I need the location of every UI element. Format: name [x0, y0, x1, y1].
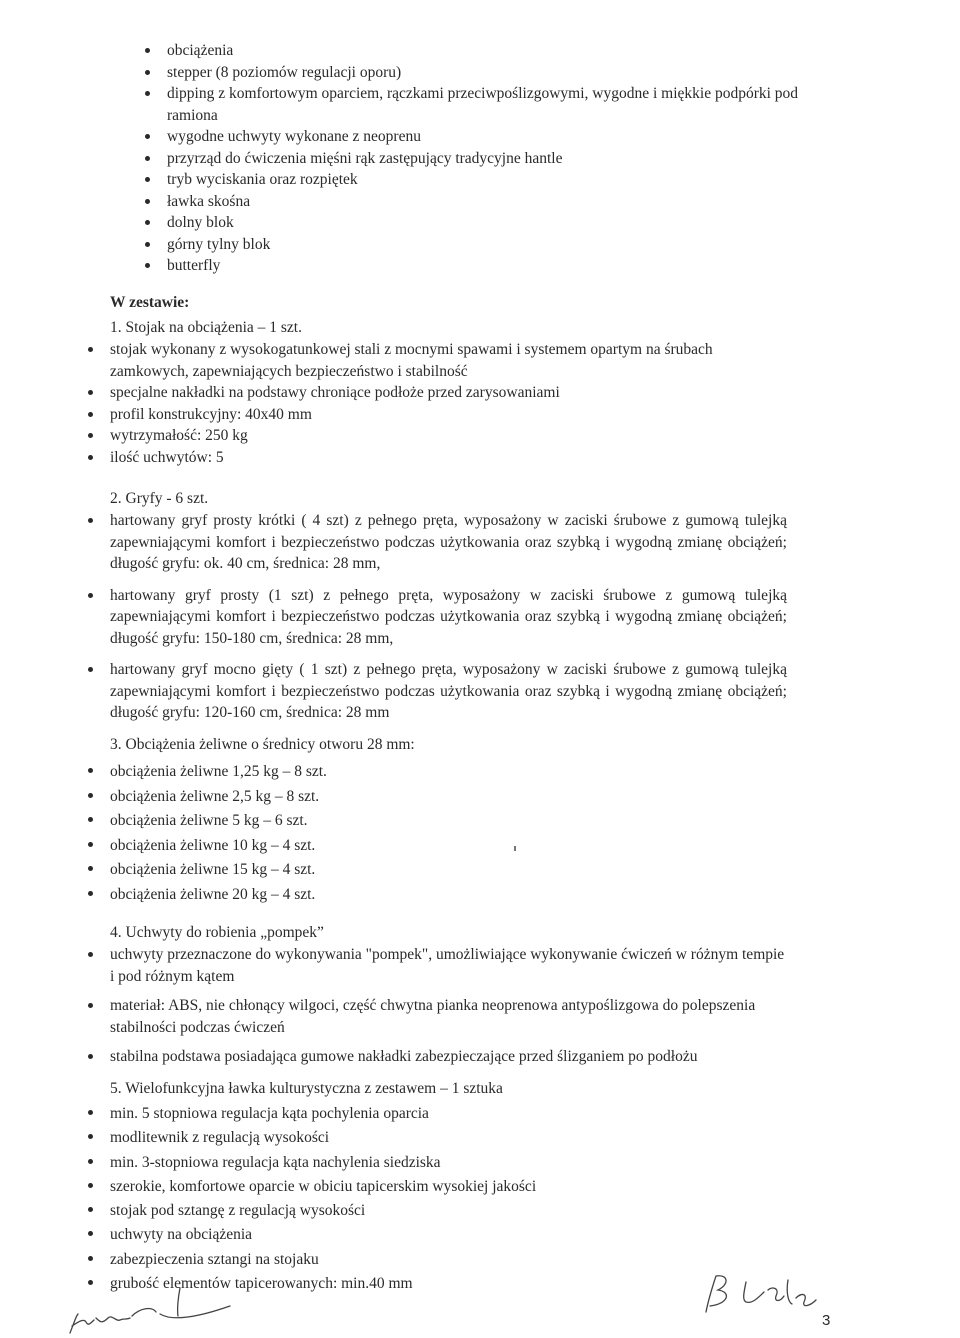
list-item: profil konstrukcyjny: 40x40 mm — [110, 404, 770, 426]
list-item: stojak pod sztangę z regulacją wysokości — [110, 1199, 710, 1223]
features-list — [167, 40, 867, 277]
list-item: uchwyty przeznaczone do wykonywania "pompek", umożliwiające wykonywanie ćwiczeń w różnym tempie i pod różnym kątem — [110, 944, 790, 987]
list-item: obciążenia żeliwne 1,25 kg – 8 szt. — [110, 760, 610, 785]
list-item: hartowany gryf mocno gięty ( 1 szt) z pełnego pręta, wyposażony w zaciski śrubowe z gumową tulejką zapewniającymi komfort i bezpieczeństwo podczas użytkowania oraz szybką i wygodną zmianę obciążeń; długość gryfu: 120-160 cm, średnica: 28 mm — [110, 659, 787, 724]
section-3 — [110, 734, 710, 907]
section-title: 1. Stojak na obciążenia – 1 szt. — [110, 319, 302, 336]
section-list — [110, 339, 770, 468]
list-item: przyrząd do ćwiczenia mięśni rąk zastępujący tradycyjne hantle — [167, 148, 867, 170]
list-item: górny tylny blok — [167, 234, 867, 256]
list-item: min. 5 stopniowa regulacja kąta pochylenia oparcia — [110, 1102, 710, 1126]
list-item: obciążenia żeliwne 5 kg – 6 szt. — [110, 809, 610, 834]
list-item: stojak wykonany z wysokogatunkowej stali z mocnymi spawami i systemem opartym na śrubach zamkowych, zapewniających bezpieczeństwo i stabilność — [110, 339, 770, 382]
set-heading: W zestawie: — [110, 294, 190, 311]
list-item: stepper (8 poziomów regulacji oporu) — [167, 62, 867, 84]
list-item: ławka skośna — [167, 191, 867, 213]
list-item: specjalne nakładki na podstawy chroniące podłoże przed zarysowaniami — [110, 382, 770, 404]
page-number: 3 — [822, 1312, 831, 1329]
section-title: 4. Uchwyty do robienia „pompek” — [110, 924, 324, 941]
section-list — [110, 760, 610, 907]
section-title: 3. Obciążenia żeliwne o średnicy otworu 28 mm: — [110, 736, 415, 753]
section-1 — [110, 317, 850, 468]
section-list — [110, 510, 787, 724]
list-item: butterfly — [167, 255, 867, 277]
section-list — [110, 944, 790, 1068]
list-item: hartowany gryf prosty (1 szt) z pełnego pręta, wyposażony w zaciski śrubowe z gumową tulejką zapewniającymi komfort i bezpieczeństwo podczas użytkowania oraz szybką i wygodną zmianę obciążeń; długość gryfu: 150-180 cm, średnica: 28 mm, — [110, 585, 787, 650]
list-item: obciążenia żeliwne 15 kg – 4 szt. — [110, 858, 610, 883]
signature-left — [60, 1278, 260, 1338]
list-item: min. 3-stopniowa regulacja kąta nachylenia siedziska — [110, 1151, 710, 1175]
list-item: wytrzymałość: 250 kg — [110, 425, 770, 447]
list-item: zabezpieczenia sztangi na stojaku — [110, 1248, 710, 1272]
list-item: stabilna podstawa posiadająca gumowe nakładki zabezpieczające przed ślizganiem po podłożu — [110, 1046, 790, 1068]
section-list — [110, 1102, 710, 1296]
section-title: 2. Gryfy - 6 szt. — [110, 490, 209, 507]
section-4 — [110, 922, 850, 1068]
section-2 — [110, 488, 852, 724]
list-item: wygodne uchwyty wykonane z neoprenu — [167, 126, 867, 148]
list-item: obciążenia żeliwne 10 kg – 4 szt. — [110, 834, 610, 859]
list-item: grubość elementów tapicerowanych: min.40 mm — [110, 1272, 710, 1296]
list-item: obciążenia żeliwne 2,5 kg – 8 szt. — [110, 785, 610, 810]
list-item: dipping z komfortowym oparciem, rączkami przeciwpoślizgowymi, wygodne i miękkie podpórki pod ramiona — [167, 83, 807, 126]
list-item: ilość uchwytów: 5 — [110, 447, 770, 469]
list-item: dolny blok — [167, 212, 867, 234]
signature-right — [676, 1262, 836, 1322]
list-item: uchwyty na obciążenia — [110, 1223, 710, 1247]
list-item: modlitewnik z regulacją wysokości — [110, 1126, 710, 1150]
list-item: tryb wyciskania oraz rozpiętek — [167, 169, 867, 191]
list-item: materiał: ABS, nie chłonący wilgoci, część chwytna pianka neoprenowa antypoślizgowa do polepszenia stabilności podczas ćwiczeń — [110, 995, 790, 1038]
list-item: obciążenia — [167, 40, 867, 62]
scan-mark — [514, 846, 516, 851]
section-title: 5. Wielofunkcyjna ławka kulturystyczna z zestawem – 1 sztuka — [110, 1080, 503, 1097]
list-item: szerokie, komfortowe oparcie w obiciu tapicerskim wysokiej jakości — [110, 1175, 710, 1199]
list-item: obciążenia żeliwne 20 kg – 4 szt. — [110, 883, 610, 908]
list-item: hartowany gryf prosty krótki ( 4 szt) z pełnego pręta, wyposażony w zaciski śrubowe z gumową tulejką zapewniającymi komfort i bezpieczeństwo podczas użytkowania oraz szybką i wygodną zmianę obciążeń; długość gryfu: ok. 40 cm, średnica: 28 mm, — [110, 510, 787, 575]
